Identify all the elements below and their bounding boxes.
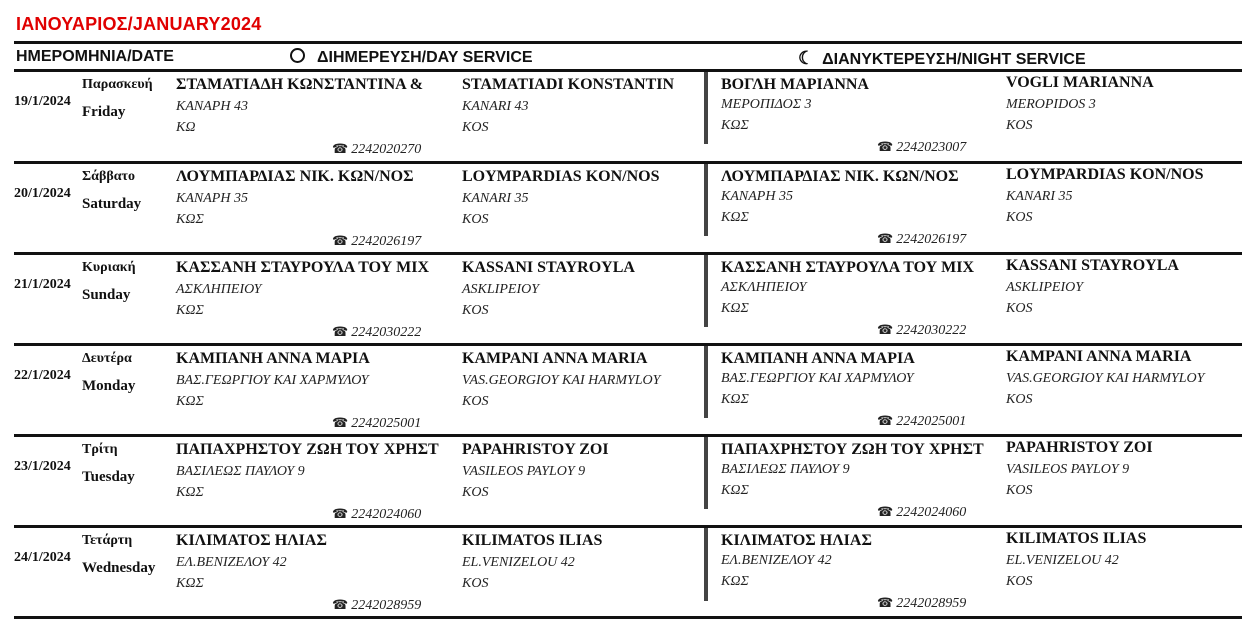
day-pharmacy-address-english: ASKLIPEIOY [462,282,539,297]
day-pharmacy-city-greek: ΚΩΣ [176,576,204,591]
night-pharmacy-phone [877,595,966,612]
day-phone-number: 2242026197 [351,234,422,249]
day-pharmacy-city-english: KOS [462,120,489,135]
day-pharmacy-name-english: KASSANI STAYROYLA [462,259,635,276]
night-pharmacy-address-greek: ΜΕΡΟΠΙΔΟΣ 3 [721,97,812,112]
day-pharmacy-city-greek: ΚΩΣ [176,303,204,318]
night-pharmacy-city-greek: ΚΩΣ [721,483,749,498]
night-pharmacy-name-english: LOYMPARDIAS KON/NOS [1006,166,1204,183]
row-divider [14,525,1242,528]
day-phone-number: 2242028959 [351,598,422,613]
night-pharmacy-city-greek: ΚΩΣ [721,392,749,407]
day-service-label: ΔΙΗΜΕΡΕΥΣΗ/DAY SERVICE [317,49,533,66]
day-pharmacy-phone [332,324,421,341]
night-phone-number: 2242023007 [896,140,967,155]
column-divider [704,437,708,509]
row-weekday-greek: Τετάρτη [82,533,133,548]
phone-icon: ☎ [332,506,349,521]
column-divider [704,528,708,601]
row-divider [14,434,1242,437]
phone-icon: ☎ [332,233,349,248]
day-pharmacy-address-greek: ΒΑΣΙΛΕΩΣ ΠΑΥΛΟΥ 9 [176,464,305,479]
day-pharmacy-name-english: STAMATIADI KONSTANTIN [462,76,675,93]
day-pharmacy-name-english: PAPAHRISTOY ZOI [462,441,609,458]
night-service-label: ΔΙΑΝΥΚΤΕΡΕΥΣΗ/NIGHT SERVICE [822,51,1086,68]
day-pharmacy-address-english: EL.VENIZELOU 42 [462,555,575,570]
day-pharmacy-phone [332,141,421,158]
day-pharmacy-name-greek: ΛΟΥΜΠΑΡΔΙΑΣ ΝΙΚ. ΚΩΝ/ΝΟΣ [176,168,414,185]
night-pharmacy-address-english: MEROPIDOS 3 [1006,97,1096,112]
phone-icon: ☎ [877,231,894,246]
night-pharmacy-address-greek: ΒΑΣ.ΓΕΩΡΓΙΟΥ ΚΑΙ ΧΑΡΜΥΛΟΥ [721,371,914,386]
day-phone-number: 2242030222 [351,325,422,340]
phone-icon: ☎ [332,597,349,612]
night-pharmacy-city-english: KOS [1006,301,1033,316]
column-divider [704,72,708,144]
row-date: 23/1/2024 [14,459,71,474]
night-phone-number: 2242030222 [896,323,967,338]
row-divider [14,69,1242,72]
night-pharmacy-name-greek: ΒΟΓΛΗ ΜΑΡΙΑΝΝΑ [721,76,869,93]
night-pharmacy-city-english: KOS [1006,483,1033,498]
day-pharmacy-name-greek: ΚΑΜΠΑΝΗ ΑΝΝΑ ΜΑΡΙΑ [176,350,370,367]
phone-icon: ☎ [877,595,894,610]
night-pharmacy-phone [877,231,966,248]
page-title: ΙΑΝΟΥΑΡΙΟΣ/JANUARY2024 [16,14,262,34]
day-pharmacy-address-greek: ΕΛ.ΒΕΝΙΖΕΛΟΥ 42 [176,555,287,570]
schedule-row [0,343,1257,434]
night-pharmacy-phone [877,139,966,156]
day-service-header [290,48,533,67]
night-pharmacy-address-english: KANARI 35 [1006,189,1073,204]
night-pharmacy-address-english: VASILEOS PAYLOY 9 [1006,462,1130,477]
night-pharmacy-address-english: VAS.GEORGIOY KAI HARMYLOY [1006,371,1205,386]
row-divider [14,252,1242,255]
day-phone-number: 2242025001 [351,416,422,431]
table-bottom-rule [14,616,1242,619]
night-pharmacy-address-greek: ΒΑΣΙΛΕΩΣ ΠΑΥΛΟΥ 9 [721,462,850,477]
day-pharmacy-address-greek: ΑΣΚΛΗΠΕΙΟΥ [176,282,262,297]
schedule-row [0,525,1257,616]
night-pharmacy-name-english: VOGLI MARIANNA [1006,74,1154,91]
night-pharmacy-phone [877,504,966,521]
phone-icon: ☎ [877,504,894,519]
day-pharmacy-address-greek: ΚΑΝΑΡΗ 43 [176,99,248,114]
day-pharmacy-city-greek: ΚΩΣ [176,485,204,500]
day-phone-number: 2242020270 [351,142,422,157]
phone-icon: ☎ [332,415,349,430]
sun-icon [290,48,305,63]
day-pharmacy-city-greek: ΚΩΣ [176,212,204,227]
day-pharmacy-city-greek: ΚΩ [176,120,196,135]
column-divider [704,346,708,418]
day-pharmacy-address-english: VASILEOS PAYLOY 9 [462,464,586,479]
row-weekday-english: Friday [82,104,126,120]
day-pharmacy-name-english: KAMPANI ANNA MARIA [462,350,648,367]
day-pharmacy-address-english: KANARI 43 [462,99,529,114]
day-pharmacy-address-greek: ΚΑΝΑΡΗ 35 [176,191,248,206]
night-pharmacy-address-greek: ΕΛ.ΒΕΝΙΖΕΛΟΥ 42 [721,553,832,568]
night-service-header [798,48,1086,69]
day-pharmacy-name-english: KILIMATOS ILIAS [462,532,603,549]
night-pharmacy-phone [877,413,966,430]
night-pharmacy-name-english: KASSANI STAYROYLA [1006,257,1179,274]
row-weekday-greek: Παρασκευή [82,77,153,92]
phone-icon: ☎ [877,322,894,337]
night-pharmacy-address-greek: ΑΣΚΛΗΠΕΙΟΥ [721,280,807,295]
moon-icon: ☾ [798,48,815,68]
night-pharmacy-name-english: PAPAHRISTOY ZOI [1006,439,1153,456]
row-weekday-greek: Τρίτη [82,442,118,457]
row-weekday-greek: Δευτέρα [82,351,132,366]
row-weekday-greek: Κυριακή [82,260,136,275]
night-phone-number: 2242025001 [896,414,967,429]
day-pharmacy-city-english: KOS [462,485,489,500]
day-pharmacy-city-english: KOS [462,303,489,318]
night-pharmacy-address-greek: ΚΑΝΑΡΗ 35 [721,189,793,204]
phone-icon: ☎ [877,413,894,428]
day-pharmacy-phone [332,415,421,432]
night-pharmacy-name-english: KAMPANI ANNA MARIA [1006,348,1192,365]
row-weekday-english: Saturday [82,196,142,212]
date-column-header: ΗΜΕΡΟΜΗΝΙΑ/DATE [16,48,174,65]
row-divider [14,343,1242,346]
night-pharmacy-city-english: KOS [1006,392,1033,407]
night-phone-number: 2242028959 [896,596,967,611]
night-pharmacy-address-english: EL.VENIZELOU 42 [1006,553,1119,568]
night-pharmacy-city-greek: ΚΩΣ [721,210,749,225]
night-pharmacy-city-english: KOS [1006,210,1033,225]
schedule-row [0,434,1257,525]
night-pharmacy-name-greek: ΠΑΠΑΧΡΗΣΤΟΥ ΖΩΗ ΤΟΥ ΧΡΗΣΤ [721,441,984,458]
night-pharmacy-city-greek: ΚΩΣ [721,574,749,589]
row-date: 19/1/2024 [14,94,71,109]
day-pharmacy-city-english: KOS [462,576,489,591]
night-pharmacy-address-english: ASKLIPEIOY [1006,280,1083,295]
row-date: 24/1/2024 [14,550,71,565]
day-pharmacy-phone [332,233,421,250]
night-pharmacy-city-greek: ΚΩΣ [721,118,749,133]
row-weekday-english: Monday [82,378,136,394]
schedule-row [0,161,1257,252]
day-pharmacy-phone [332,597,421,614]
day-pharmacy-name-english: LOYMPARDIAS KON/NOS [462,168,660,185]
day-pharmacy-city-english: KOS [462,394,489,409]
day-pharmacy-name-greek: ΚΑΣΣΑΝΗ ΣΤΑΥΡΟΥΛΑ ΤΟΥ ΜΙΧ [176,259,430,276]
row-date: 20/1/2024 [14,186,71,201]
day-pharmacy-address-english: KANARI 35 [462,191,529,206]
day-pharmacy-address-greek: ΒΑΣ.ΓΕΩΡΓΙΟΥ ΚΑΙ ΧΑΡΜΥΛΟΥ [176,373,369,388]
day-pharmacy-phone [332,506,421,523]
row-weekday-greek: Σάββατο [82,169,135,184]
column-divider [704,255,708,327]
row-date: 22/1/2024 [14,368,71,383]
row-weekday-english: Tuesday [82,469,135,485]
row-weekday-english: Sunday [82,287,131,303]
phone-icon: ☎ [877,139,894,154]
schedule-row [0,252,1257,343]
row-divider [14,161,1242,164]
day-pharmacy-name-greek: ΚΙΛΙΜΑΤΟΣ ΗΛΙΑΣ [176,532,327,549]
phone-icon: ☎ [332,141,349,156]
day-pharmacy-name-greek: ΣΤΑΜΑΤΙΑΔΗ ΚΩΝΣΤΑΝΤΙΝΑ & [176,76,424,93]
phone-icon: ☎ [332,324,349,339]
day-pharmacy-city-english: KOS [462,212,489,227]
night-pharmacy-city-greek: ΚΩΣ [721,301,749,316]
header-top-rule [14,41,1242,44]
row-weekday-english: Wednesday [82,560,156,576]
schedule-row [0,69,1257,160]
column-divider [704,164,708,236]
night-pharmacy-phone [877,322,966,339]
night-pharmacy-name-greek: ΚΑΣΣΑΝΗ ΣΤΑΥΡΟΥΛΑ ΤΟΥ ΜΙΧ [721,259,975,276]
night-pharmacy-name-greek: ΚΙΛΙΜΑΤΟΣ ΗΛΙΑΣ [721,532,872,549]
night-pharmacy-name-greek: ΚΑΜΠΑΝΗ ΑΝΝΑ ΜΑΡΙΑ [721,350,915,367]
row-date: 21/1/2024 [14,277,71,292]
night-pharmacy-name-english: KILIMATOS ILIAS [1006,530,1147,547]
night-phone-number: 2242024060 [896,505,967,520]
night-pharmacy-city-english: KOS [1006,118,1033,133]
night-pharmacy-city-english: KOS [1006,574,1033,589]
day-phone-number: 2242024060 [351,507,422,522]
night-pharmacy-name-greek: ΛΟΥΜΠΑΡΔΙΑΣ ΝΙΚ. ΚΩΝ/ΝΟΣ [721,168,959,185]
day-pharmacy-address-english: VAS.GEORGIOY KAI HARMYLOY [462,373,661,388]
night-phone-number: 2242026197 [896,232,967,247]
day-pharmacy-city-greek: ΚΩΣ [176,394,204,409]
day-pharmacy-name-greek: ΠΑΠΑΧΡΗΣΤΟΥ ΖΩΗ ΤΟΥ ΧΡΗΣΤ [176,441,439,458]
